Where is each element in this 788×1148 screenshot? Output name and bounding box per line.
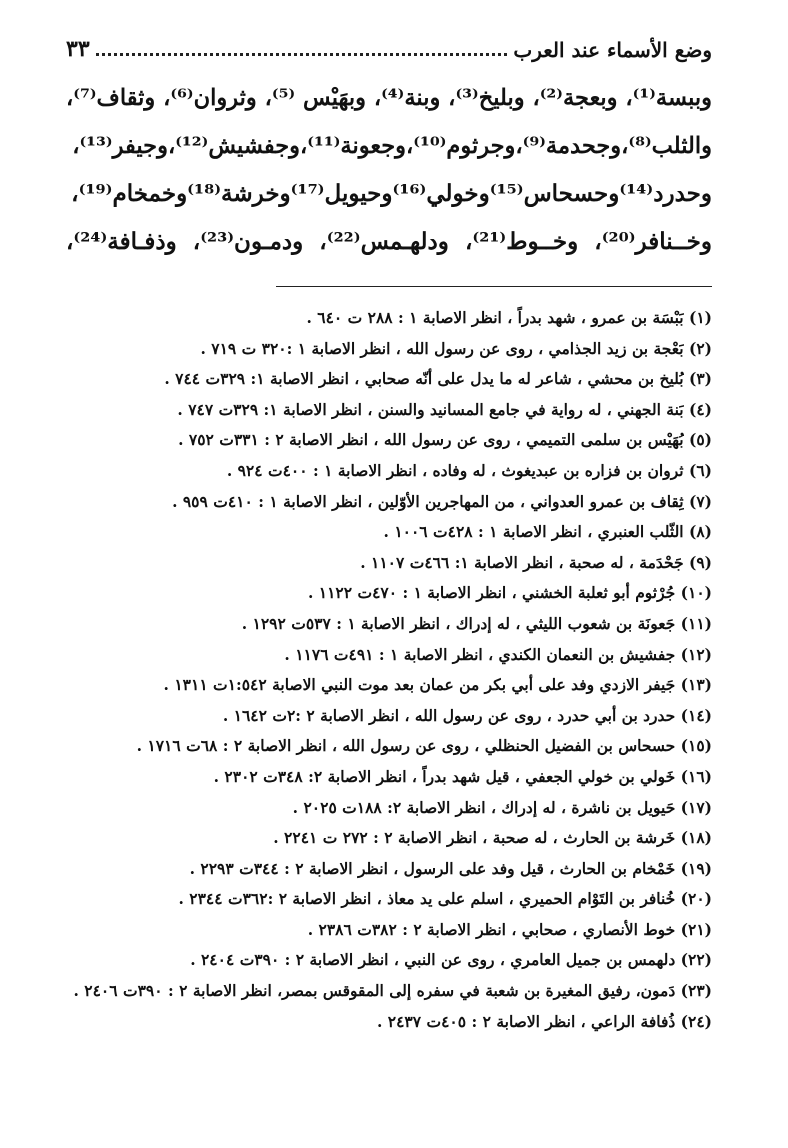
body-line: وببسة⁽¹⁾، وبعجة⁽²⁾، وبليخ⁽³⁾، وبنة⁽⁴⁾، وبهَيْس ⁽⁵⁾، وثروان⁽⁶⁾، وثقاف⁽⁷⁾، bbox=[66, 85, 712, 111]
body-line: وحدرد⁽¹⁴⁾وحسحاس⁽¹⁵⁾وخولي⁽¹⁶⁾وحيويل⁽¹⁷⁾وخرشة⁽¹⁸⁾وخمخام⁽¹⁹⁾، bbox=[71, 180, 712, 207]
body-text bbox=[66, 74, 712, 266]
footnote-20: (٢٠) خُنافر بن التَوْام الحميري ، اسلم على يد معاذ ، انظر الاصابة ٢ :٣٦٢ت ٢٣٤٤ . bbox=[178, 889, 712, 909]
footnote-8: (٨) الثّلب العنبري ، انظر الاصابة ١ : ٤٢٨ت ١٠٠٦ . bbox=[383, 522, 712, 542]
running-title: وضع الأسماء عند العرب bbox=[513, 38, 712, 62]
footnote-5: (٥) بُهَيْس بن سلمى التميمي ، روى عن رسول الله ، انظر الاصابة ٢ : ٣٣١ت ٧٥٢ . bbox=[178, 430, 712, 450]
footnote-16: (١٦) خَولي بن خولي الجعفي ، قيل شهد بدراً ، انظر الاصابة ٢: ٣٤٨ت ٢٣٠٢ . bbox=[213, 766, 712, 786]
page-header bbox=[66, 28, 712, 62]
footnote-18: (١٨) خَرشة بن الحارث ، له صحبة ، انظر الاصابة ٢ : ٢٧٢ ت ٢٢٤١ . bbox=[273, 828, 712, 848]
footnote-22: (٢٢) دلهمس بن جميل العامري ، روى عن النبي ، انظر الاصابة ٢ : ٣٩٠ت ٢٤٠٤ . bbox=[190, 950, 712, 970]
footnote-9: (٩) جَحْدَمة ، له صحبة ، انظر الاصابة ١: ٤٦٦ت ١١٠٧ . bbox=[360, 552, 712, 572]
footnote-3: (٣) بُليخ بن محشي ، شاعر له ما يدل على أنّه صحابي ، انظر الاصابة ١: ٣٢٩ت ٧٤٤ . bbox=[164, 369, 712, 389]
footnote-1: (١) بَبْسَة بن عمرو ، شهد بدراً ، انظر الاصابة ١ : ٢٨٨ ت ٦٤٠ . bbox=[306, 308, 712, 327]
footnote-10: (١٠) جُرْثوم أبو ثعلبة الخشني ، انظر الاصابة ١ : ٤٧٠ت ١١٢٢ . bbox=[307, 583, 712, 603]
footnote-11: (١١) جَعونَة بن شعوب الليثي ، له إدراك ، انظر الاصابة ١ : ٥٣٧ت ١٢٩٢ . bbox=[241, 613, 712, 633]
footnote-21: (٢١) خوط الأنصاري ، صحابي ، انظر الاصابة ٢ : ٣٨٢ت ٢٣٨٦ . bbox=[307, 919, 712, 939]
dotted-leader bbox=[96, 53, 508, 56]
footnote-13: (١٣) جَيفر الازدي وفد على أبي بكر من عمان بعد موت النبي الاصابة ١:٥٤٢ت ١٣١١ . bbox=[163, 675, 712, 695]
page-number: ٣٣ bbox=[66, 36, 90, 62]
footnote-24: (٢٤) ذُفافة الراعي ، انظر الاصابة ٢ : ٤٠٥ت ٢٤٣٧ . bbox=[376, 1011, 712, 1031]
footnotes-list bbox=[66, 303, 712, 1037]
footnote-7: (٧) ثِقاف بن عمرو العدواني ، من المهاجرين الأوّلين ، انظر الاصابة ١ : ٤١٠ت ٩٥٩ . bbox=[172, 491, 712, 511]
footnote-6: (٦) ثروان بن فزاره بن عبديغوث ، له وفاده ، انظر الاصابة ١ : ٤٠٠ت ٩٢٤ . bbox=[226, 460, 712, 480]
footnote-15: (١٥) حسحاس بن الفضيل الحنظلي ، روى عن رسول الله ، انظر الاصابة ٢ : ٦٨ت ١٧١٦ . bbox=[136, 736, 712, 756]
body-line: وخــنافر⁽²⁰⁾، وخــوط⁽²¹⁾، ودلهـمس⁽²²⁾، ودمـون⁽²³⁾، وذفـافة⁽²⁴⁾، bbox=[66, 228, 712, 255]
footnote-23: (٢٣) دَمون، رفيق المغيرة بن شعبة في سفره إلى المقوقس بمصر، انظر الاصابة ٢ : ٣٩٠ت ٢٤٠٦ . bbox=[73, 981, 712, 1001]
footnote-17: (١٧) حَيويل بن ناشرة ، له إدراك ، انظر الاصابة ٢: ١٨٨ت ٢٠٢٥ . bbox=[292, 797, 712, 817]
footnote-12: (١٢) جفشيش بن النعمان الكندي ، انظر الاصابة ١ : ٤٩١ت ١١٧٦ . bbox=[284, 644, 712, 664]
footnote-4: (٤) بَنة الجهني ، له رواية في جامع المسانيد والسنن ، انظر الاصابة ١: ٣٢٩ت ٧٤٧ . bbox=[177, 399, 712, 419]
footnote-19: (١٩) خَمْخام بن الحارث ، قيل وفد على الرسول ، انظر الاصابة ٢ : ٣٤٤ت ٢٢٩٣ . bbox=[189, 858, 712, 878]
body-line: والثلب⁽⁸⁾،وجحدمة⁽⁹⁾،وجرثوم⁽¹⁰⁾،وجعونة⁽¹¹⁾،وجفشيش⁽¹²⁾،وجيفر⁽¹³⁾، bbox=[72, 133, 712, 159]
footnote-separator bbox=[276, 286, 712, 287]
footnote-2: (٢) بَعْجة بن زيد الجذامي ، روى عن رسول الله ، انظر الاصابة ١ :٣٢٠ ت ٧١٩ . bbox=[200, 338, 712, 358]
footnote-14: (١٤) حدرد بن أبي حدرد ، روى عن رسول الله ، انظر الاصابة ٢ :٢ت ١٦٤٢ . bbox=[222, 705, 712, 725]
